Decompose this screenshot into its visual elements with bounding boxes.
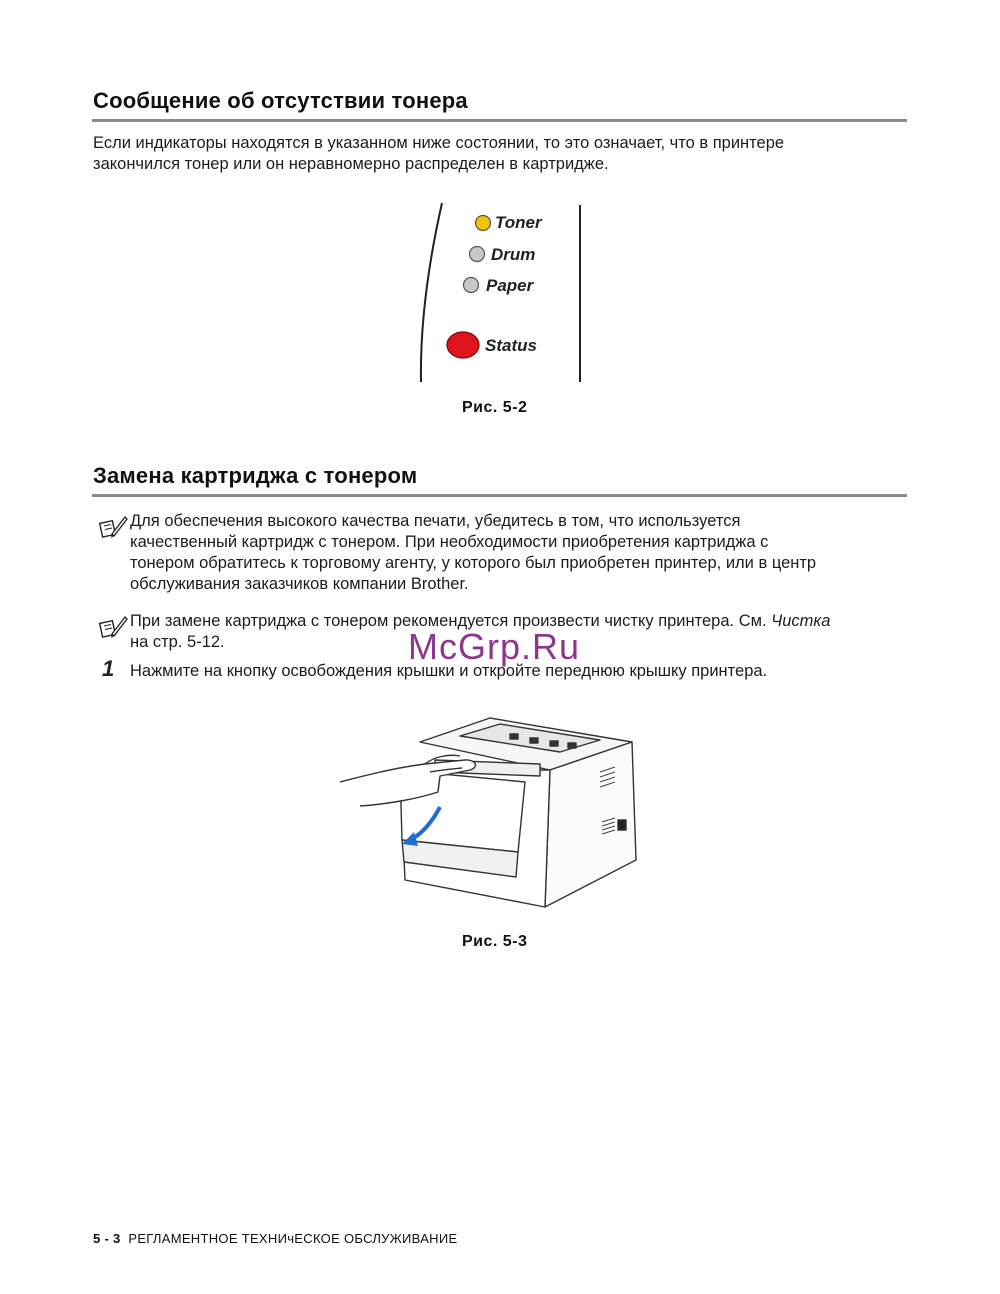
section-rule [92, 494, 907, 497]
status-label: Status [485, 336, 537, 355]
toner-label: Toner [495, 213, 542, 232]
drum-label: Drum [491, 245, 536, 264]
note1-text [130, 511, 920, 595]
toner-led [476, 216, 491, 231]
status-led [447, 332, 479, 358]
page-footer [93, 1231, 457, 1246]
page-number: 5 - 3 [93, 1231, 121, 1246]
paper-led [464, 278, 479, 293]
paragraph-line: Если индикаторы находятся в указанном ниже состоянии, то это означает, что в принтере [93, 134, 785, 152]
note-line: тонером обратитесь к торговому агенту, у которого был приобретен принтер, или в центр [130, 554, 817, 572]
chapter-title: РЕГЛАМЕНТНОЕ ТЕХНИчЕСКОЕ ОБСЛУЖИВАНИЕ [128, 1231, 458, 1246]
note-line: Для обеспечения высокого качества печати, убедитесь в том, что используется [130, 512, 741, 530]
note-line: обслуживания заказчиков компании Brother. [130, 575, 469, 593]
note-pencil-icon [98, 514, 128, 540]
step-number: 1 [102, 656, 115, 681]
note-pencil-icon [98, 614, 128, 640]
note-line: качественный картридж с тонером. При необходимости приобретения картриджа с [130, 533, 769, 551]
section-title-replace-cartridge: Замена картриджа с тонером [93, 463, 418, 488]
printer-illustration [340, 712, 645, 917]
figure-caption: Рис. 5-2 [462, 399, 528, 416]
watermark: McGrp.Ru [408, 626, 581, 667]
step1-text: Нажмите на кнопку освобождения крышки и откройте переднюю крышку принтера. [130, 662, 768, 680]
drum-led [470, 247, 485, 262]
paragraph-line: закончился тонер или он неравномерно распределен в картридже. [93, 155, 609, 173]
note-line: на стр. 5-12. [130, 633, 225, 651]
section-title-toner-empty: Сообщение об отсутствии тонера [93, 88, 468, 113]
figure-caption: Рис. 5-3 [462, 933, 528, 950]
cleaning-reference: Чистка [771, 612, 831, 630]
section1-paragraph [93, 133, 913, 175]
note-main-text: При замене картриджа с тонером рекомендуется произвести чистку принтера. См. [130, 612, 772, 630]
section-rule [92, 119, 907, 122]
panel-left-edge [421, 203, 442, 382]
paper-label: Paper [486, 276, 534, 295]
